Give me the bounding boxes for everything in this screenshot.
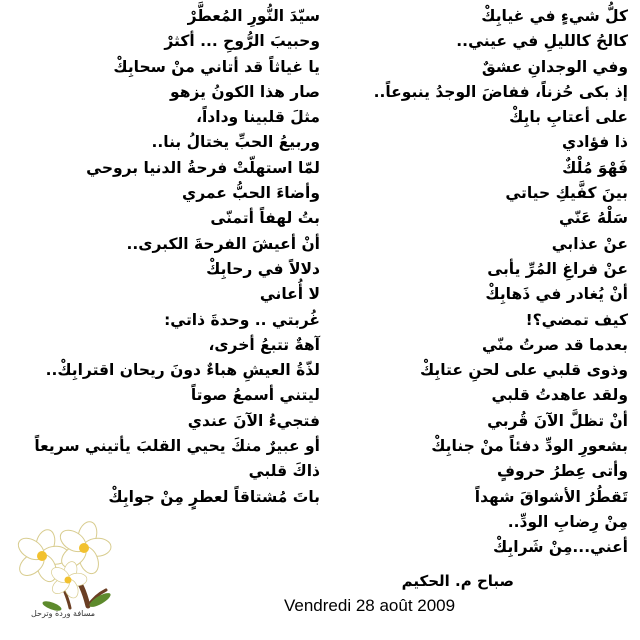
author-signature: صباح م. الحكيم xyxy=(401,572,514,590)
verse-line: على أعتابِ بابِكْ xyxy=(509,108,628,127)
frangipani-flowers-icon xyxy=(4,510,122,618)
verse-line: وأضاءَ الحبُّ عمري xyxy=(181,184,320,203)
verse-line: لذّةُ العيشِ هباءٌ دونَ ريحان اقترابِكْ.. xyxy=(45,361,320,380)
post-date: Vendredi 28 août 2009 xyxy=(284,596,456,615)
verse-line: وحبيبَ الرُّوحِ ... أكثرْ xyxy=(164,32,320,51)
verse-line: أو عبيرٌ منكَ يحيي القلبَ يأتيني سريعاً xyxy=(34,437,320,456)
verse-line: كلُّ شيءٍ في غيابِكْ xyxy=(481,7,628,25)
verse-line: أنْ أعيشَ الفرحةَ الكبرى.. xyxy=(126,234,320,253)
verse-line: أعني...مِنْ شَرابِكْ xyxy=(493,538,628,557)
verse-line: لا أُعاني xyxy=(259,285,320,304)
verse-line: ذا فؤادي xyxy=(561,133,628,152)
verse-line: سيّدَ النُّورِ المُعطَّرْ xyxy=(187,7,320,25)
verse-line: عنْ فراغِ المُرِّ يأبى xyxy=(487,259,628,278)
flower-center-shape xyxy=(65,577,72,584)
logo-caption: مسافة وردة وترحل xyxy=(30,609,96,618)
verse-line: سَلْهُ عَنّي xyxy=(559,209,628,228)
verse-line: بعدما قد صرتُ منّي xyxy=(481,335,628,354)
verse-line: وربيعُ الحبِّ يختالُ بنا.. xyxy=(151,133,320,152)
verse-line: باتَ مُشتاقاً لعطرٍ مِنْ جوابِكْ xyxy=(108,487,320,506)
verse-line: دلالاً في رحابِكْ xyxy=(206,259,320,278)
verse-line: إذ بكى حُزناً، ففاضَ الوجدُ ينبوعاً.. xyxy=(373,82,628,101)
verse-line: فَهْوَ مُلْكٌ xyxy=(562,158,628,177)
verse-line: لمّا استهلّتْ فرحةُ الدنيا بروحي xyxy=(86,158,320,177)
verse-line: بشعورِ الودِّ دفئاً منْ جنابِكْ xyxy=(431,437,628,456)
verse-line: كالحُ كالليلِ في عيني.. xyxy=(456,32,628,51)
flower-center-shape xyxy=(79,543,89,553)
verse-line: فتجيءُ الآنَ عندي xyxy=(187,411,320,430)
poem-left-column xyxy=(4,4,320,510)
poem-right-column xyxy=(328,4,628,561)
verse-line: عنْ عذابي xyxy=(551,234,628,253)
verse-line: أنْ تظلَّ الآنَ قُربي xyxy=(487,411,628,430)
verse-line: مِنْ رِضابِ الودِّ.. xyxy=(507,512,628,531)
verse-line: يا غياثاً قد أتاني منْ سحابِكْ xyxy=(113,57,320,76)
verse-line: بتُ لهفاً أتمنّى xyxy=(210,209,320,228)
flower-center-shape xyxy=(37,551,47,561)
verse-line: وفي الوجدانِ عشقٌ xyxy=(481,57,628,76)
verse-line: كيف تمضي؟! xyxy=(525,310,628,329)
verse-line: آهةٌ تتبعُ أخرى، xyxy=(208,335,320,354)
verse-line: تَقطُرُ الأشواقَ شهداً xyxy=(474,487,628,506)
verse-line: غُربتي .. وحدةَ ذاتي: xyxy=(164,310,320,329)
verse-line: ولقد عاهدتُ قلبي xyxy=(491,386,628,405)
verse-line: مثلَ قلبينا وداداً، xyxy=(196,108,320,127)
verse-line: صار هذا الكونُ يزهو xyxy=(170,82,320,101)
verse-line: بينَ كفَّيكِ حياتي xyxy=(505,184,628,203)
verse-line: وأتى عِطرُ حروفٍ xyxy=(496,462,628,481)
verse-line: ليتني أسمعُ صوتاً xyxy=(190,386,320,405)
verse-line: ذاكَ قلبي xyxy=(248,462,320,481)
verse-line: أنْ يُغادر في ذَهابِكْ xyxy=(485,285,628,304)
verse-line: وذوى قلبي على لحنِ عتابِكْ xyxy=(419,361,628,380)
